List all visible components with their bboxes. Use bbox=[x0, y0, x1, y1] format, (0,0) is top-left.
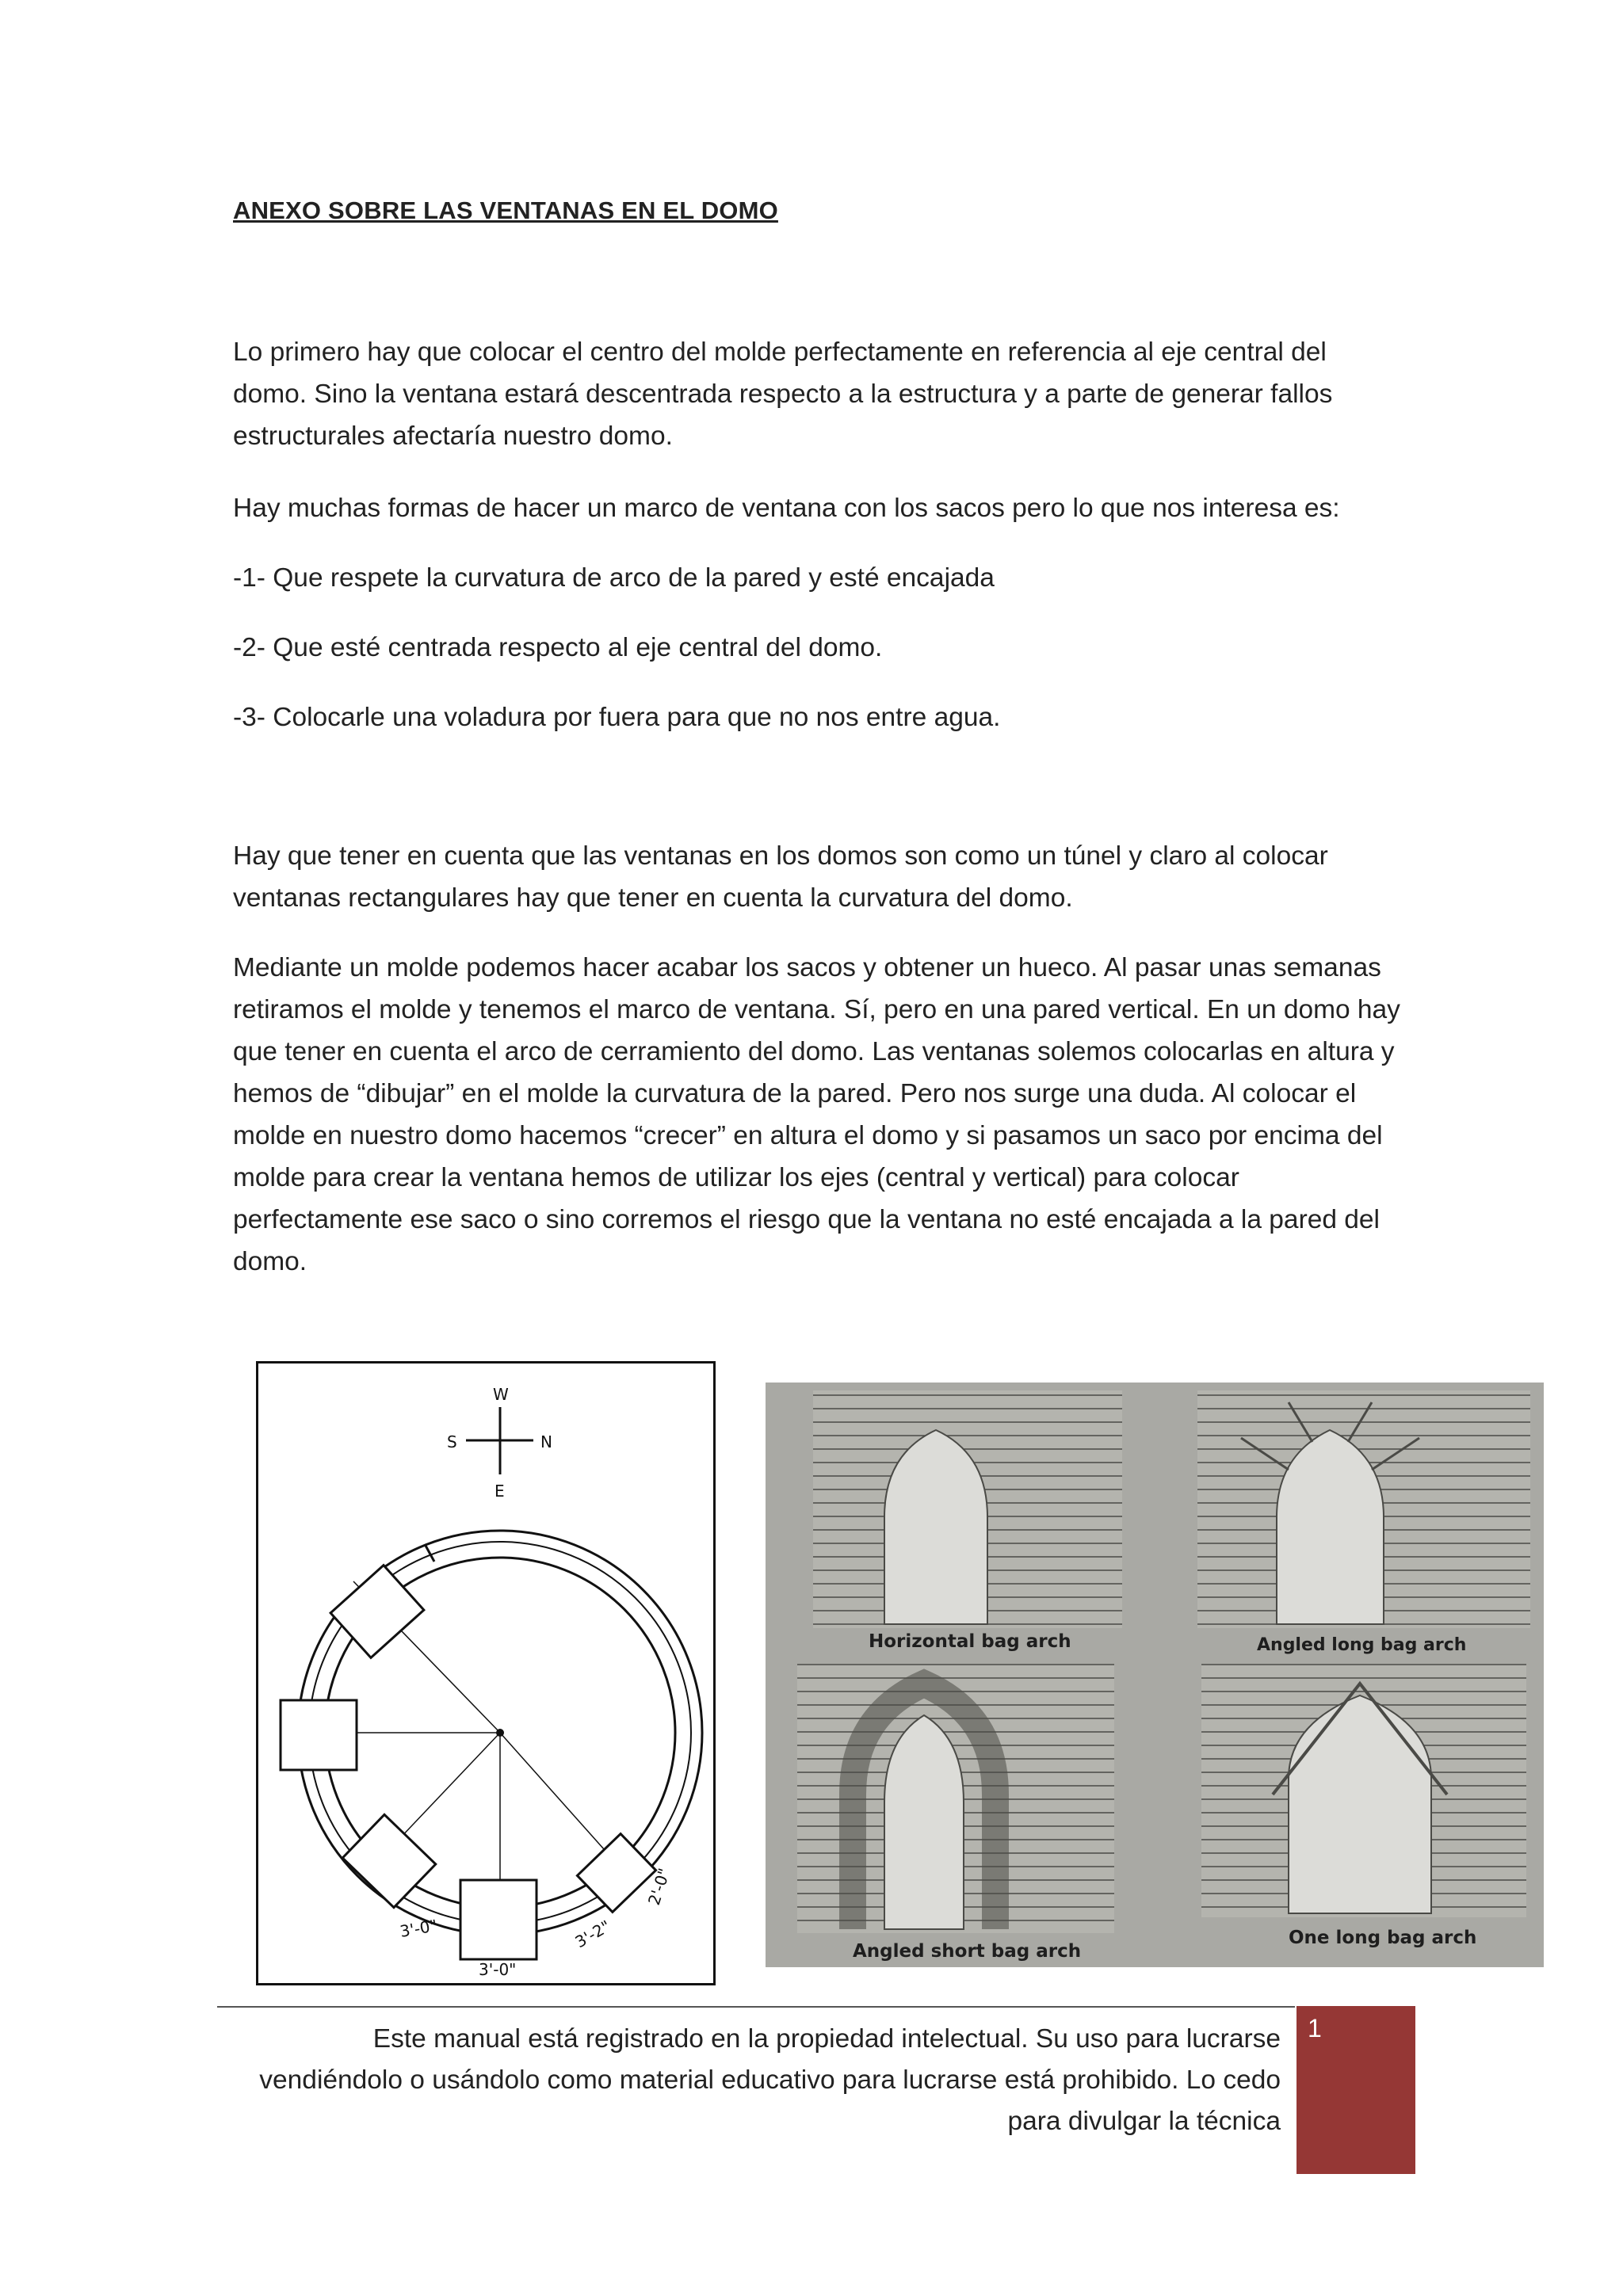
panel-horizontal-arch bbox=[813, 1390, 1122, 1652]
panel-angled-short-arch bbox=[797, 1664, 1114, 1962]
list-item-2: -2- Que esté centrada respecto al eje central del domo. bbox=[233, 633, 883, 662]
panel-angled-long-arch bbox=[1197, 1390, 1530, 1655]
compass-rose-icon bbox=[466, 1407, 533, 1474]
dimension-label-2: 3'-0" bbox=[479, 1960, 517, 1979]
panel-one-long-arch bbox=[1201, 1664, 1526, 1948]
paragraph-intro: Lo primero hay que colocar el centro del molde perfectamente en referencia al eje central del domo. Sino la ventana estará descentrada respecto a la estructura y a parte de generar fallos estructurales afectaría nuestro domo. bbox=[233, 338, 1333, 451]
label-horizontal-arch: Horizontal bag arch bbox=[869, 1631, 1071, 1652]
paragraph-mold: Mediante un molde podemos hacer acabar los sacos y obtener un hueco. Al pasar unas semanas retiramos el molde y tenemos el marco de ventana. Sí, pero en una pared vertical. En un domo hay que tener en cuenta el arco de cerramiento del domo. Las ventanas solemos colocarlas en altura y hemos de “dibujar” en el molde la curvatura de la pared. Pero nos surge una duda. Al colocar el molde en nuestro domo hacemos “crecer” en altura el domo y si pasamos un saco por encima del molde para crear la ventana hemos de utilizar los ejes (central y vertical) para colocar perfectamente ese saco o sino corremos el riesgo que la ventana no esté encajada a la pared del domo. bbox=[233, 953, 1400, 1276]
window-box-s bbox=[460, 1880, 537, 1959]
label-angled-short-arch: Angled short bag arch bbox=[853, 1941, 1082, 1962]
bag-arches-drawing bbox=[766, 1383, 1544, 1967]
page-title: ANEXO SOBRE LAS VENTANAS EN EL DOMO bbox=[233, 196, 778, 224]
compass-w-label: W bbox=[493, 1385, 509, 1404]
window-boxes bbox=[281, 1566, 656, 1959]
bag-arches-figure bbox=[766, 1383, 1544, 1967]
arch-opening-shape bbox=[884, 1715, 964, 1929]
page-number-box bbox=[1296, 2006, 1415, 2174]
compass-e-label: E bbox=[495, 1482, 505, 1501]
window-box-nw bbox=[330, 1566, 424, 1658]
arch-opening-shape bbox=[884, 1430, 987, 1624]
label-one-long-arch: One long bag arch bbox=[1289, 1928, 1477, 1948]
page-number: 1 bbox=[1308, 2014, 1322, 2042]
window-box-sw bbox=[342, 1814, 436, 1907]
footer-copyright-notice: Este manual está registrado en la propiedad intelectual. Su uso para lucrarse vendiéndolo o usándolo como material educativo para lucrarse está prohibido. Lo cedo para divulgar la técnica bbox=[259, 2024, 1281, 2136]
dome-plan-figure bbox=[256, 1361, 716, 1985]
paragraph-tunnel: Hay que tener en cuenta que las ventanas en los domos son como un túnel y claro al colocar ventanas rectangulares hay que tener en cuenta la curvatura del domo. bbox=[233, 841, 1328, 913]
dimension-label-4: 2'-0" bbox=[643, 1866, 674, 1908]
compass-s-label: S bbox=[447, 1432, 457, 1451]
dimension-label-3: 3'-2" bbox=[571, 1916, 614, 1952]
list-item-3: -3- Colocarle una voladura por fuera para que no nos entre agua. bbox=[233, 703, 1001, 732]
arch-opening-shape bbox=[1289, 1695, 1431, 1913]
compass-n-label: N bbox=[540, 1432, 552, 1451]
dimension-label-1: 3'-0" bbox=[398, 1916, 439, 1941]
label-angled-long-arch: Angled long bag arch bbox=[1257, 1635, 1467, 1655]
dome-plan-drawing bbox=[258, 1363, 713, 1983]
dome-center-point bbox=[496, 1729, 504, 1737]
window-box-w bbox=[281, 1700, 357, 1770]
list-item-1: -1- Que respete la curvatura de arco de la pared y esté encajada bbox=[233, 563, 995, 593]
paragraph-window-frames: Hay muchas formas de hacer un marco de ventana con los sacos pero lo que nos interesa es: bbox=[233, 494, 1340, 523]
footer-divider bbox=[217, 2006, 1295, 2008]
